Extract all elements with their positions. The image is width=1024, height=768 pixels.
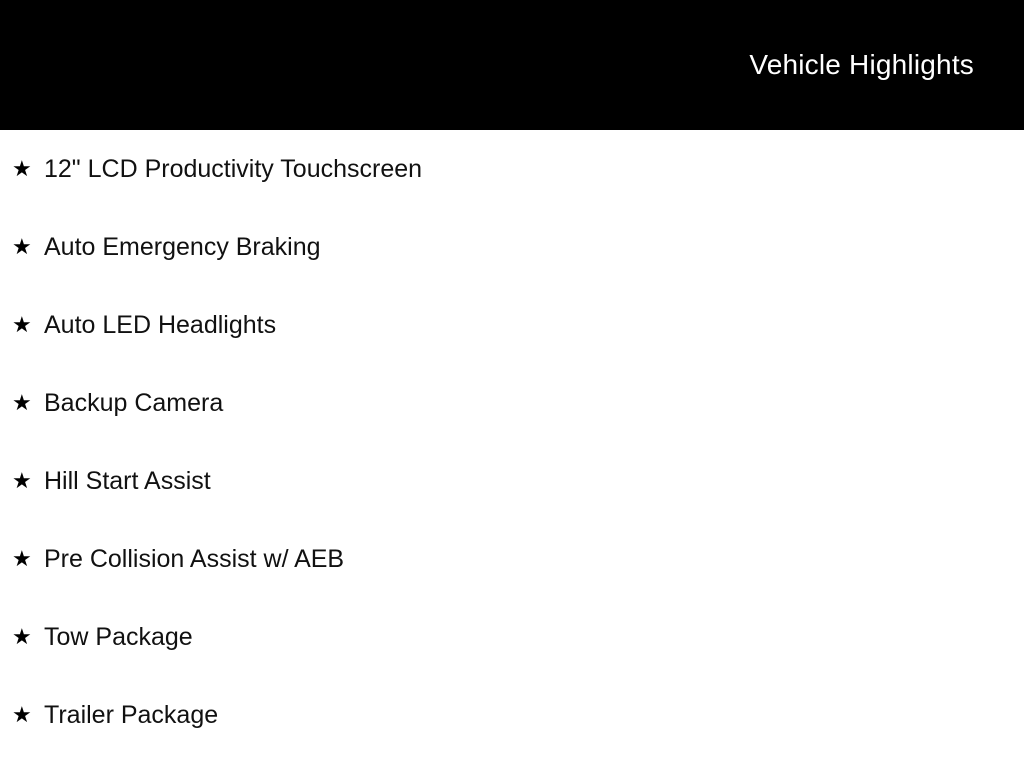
list-item (0, 598, 1024, 676)
list-item (0, 676, 1024, 754)
star-icon: ★ (12, 546, 32, 571)
highlight-label: 12" LCD Productivity Touchscreen (44, 154, 423, 183)
star-icon: ★ (12, 156, 32, 181)
highlight-label: Pre Collision Assist w/ AEB (44, 544, 345, 573)
page-title: Vehicle Highlights (749, 49, 974, 80)
list-item (0, 442, 1024, 520)
list-item (0, 286, 1024, 364)
list-item (0, 208, 1024, 286)
header-bar (0, 0, 1024, 130)
list-item (0, 364, 1024, 442)
highlight-label: Auto Emergency Braking (44, 232, 321, 261)
highlight-label: Tow Package (44, 622, 193, 651)
star-icon: ★ (12, 390, 32, 415)
highlight-label: Trailer Package (44, 700, 219, 729)
star-icon: ★ (12, 702, 32, 727)
highlight-label: Auto LED Headlights (44, 310, 277, 339)
highlight-label: Backup Camera (44, 388, 224, 417)
star-icon: ★ (12, 234, 32, 259)
star-icon: ★ (12, 312, 32, 337)
list-item (0, 520, 1024, 598)
list-item (0, 130, 1024, 208)
star-icon: ★ (12, 624, 32, 649)
highlight-label: Hill Start Assist (44, 466, 211, 495)
star-icon: ★ (12, 468, 32, 493)
vehicle-highlights-list (0, 130, 1024, 754)
